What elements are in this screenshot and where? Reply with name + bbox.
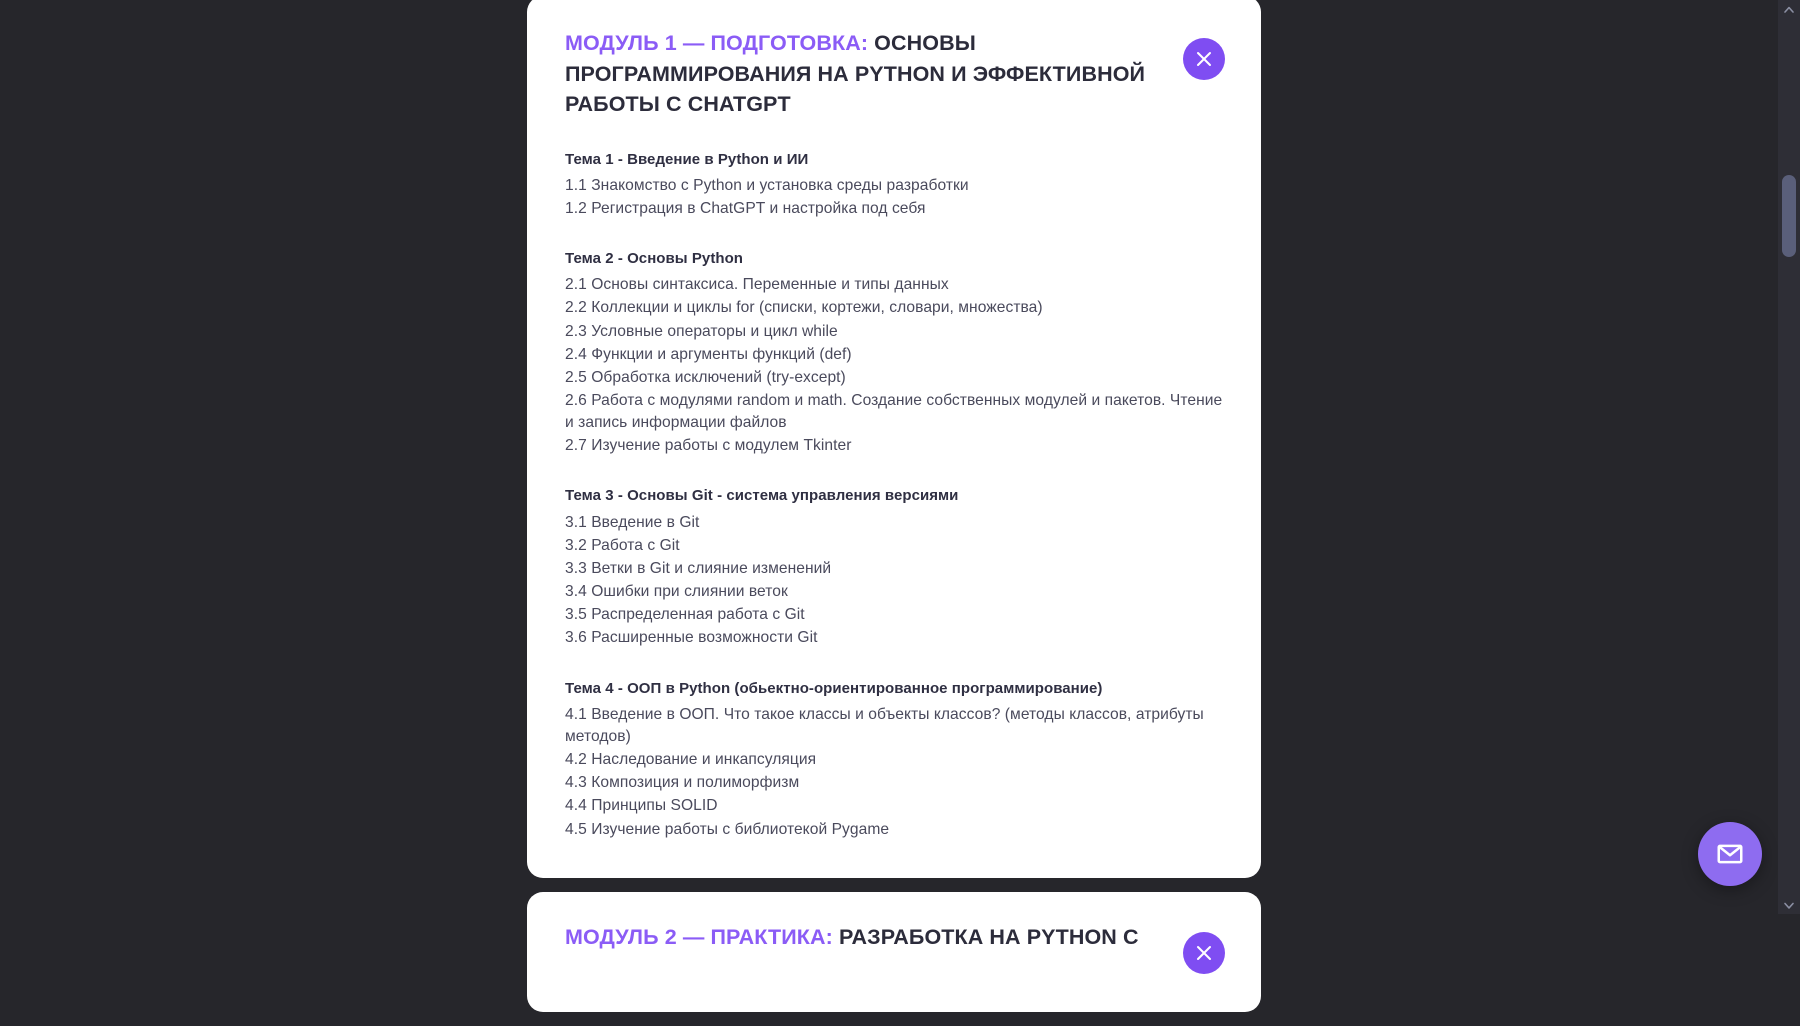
- chevron-up-icon: [1784, 6, 1794, 13]
- lesson-item: 3.5 Распределенная работа с Git: [565, 606, 805, 624]
- module-2-title-rest: РАЗРАБОТКА НА PYTHON С: [832, 924, 1139, 949]
- envelope-icon: [1715, 839, 1745, 869]
- chevron-down-icon: [1784, 902, 1794, 909]
- vertical-scrollbar[interactable]: [1778, 0, 1800, 914]
- lesson-item: 3.6 Расширенные возможности Git: [565, 629, 818, 647]
- lesson-item: 4.4 Принципы SOLID: [565, 797, 718, 815]
- lesson-item: 4.1 Введение в ООП. Что такое классы и объекты классов? (методы классов, атрибуты методов): [565, 705, 1204, 745]
- scrollbar-thumb[interactable]: [1782, 175, 1796, 257]
- topic-block: [565, 484, 1223, 649]
- lesson-item: 4.3 Композиция и полиморфизм: [565, 774, 800, 792]
- close-module-2-button[interactable]: [1183, 932, 1225, 974]
- lesson-item: 3.1 Введение в Git: [565, 513, 700, 531]
- modules-list: [527, 0, 1261, 1026]
- topic-heading: Тема 1 - Введение в Python и ИИ: [565, 150, 809, 168]
- lesson-item: 3.3 Ветки в Git и слияние изменений: [565, 559, 832, 577]
- lesson-item: 2.5 Обработка исключений (try-except): [565, 368, 846, 386]
- scroll-up-button[interactable]: [1778, 0, 1800, 18]
- module-1-title-accent: МОДУЛЬ 1 — ПОДГОТОВКА:: [565, 31, 869, 55]
- lesson-item: 2.1 Основы синтаксиса. Переменные и типы данных: [565, 276, 949, 294]
- topic-block: [565, 247, 1223, 457]
- module-card-2: [527, 892, 1261, 1012]
- topic-heading: Тема 2 - Основы Python: [565, 250, 744, 268]
- close-icon: [1194, 49, 1214, 69]
- topic-heading: Тема 3 - Основы Git - система управления версиями: [565, 487, 959, 505]
- module-2-title-accent: МОДУЛЬ 2 — ПРАКТИКА:: [565, 924, 833, 949]
- scroll-down-button[interactable]: [1778, 896, 1800, 914]
- close-icon: [1194, 943, 1214, 963]
- topic-block: [565, 148, 1223, 221]
- topic-block: [565, 677, 1223, 841]
- lesson-item: 2.4 Функции и аргументы функций (def): [565, 345, 852, 363]
- module-card-2-header: [565, 922, 1223, 974]
- lesson-item: 1.2 Регистрация в ChatGPT и настройка под себя: [565, 199, 926, 217]
- chat-support-button[interactable]: [1698, 822, 1762, 886]
- module-2-title: [565, 922, 1139, 953]
- lesson-item: 2.3 Условные операторы и цикл while: [565, 322, 838, 340]
- lesson-item: 4.2 Наследование и инкапсуляция: [565, 751, 817, 769]
- module-1-title: [565, 28, 1165, 120]
- module-1-title-rest: ОСНОВЫ ПРОГРАММИРОВАНИЯ НА PYTHON И ЭФФЕКТИВНОЙ РАБОТЫ С CHATGPT: [565, 31, 1146, 117]
- lesson-item: 2.7 Изучение работы с модулем Tkinter: [565, 437, 852, 455]
- lesson-item: 3.2 Работа с Git: [565, 536, 680, 554]
- close-module-1-button[interactable]: [1183, 38, 1225, 80]
- module-card-1-header: [565, 28, 1223, 120]
- lesson-item: 4.5 Изучение работы с библиотекой Pygame: [565, 820, 890, 838]
- module-1-topics: [565, 148, 1223, 841]
- lesson-item: 2.6 Работа с модулями random и math. Создание собственных модулей и пакетов. Чтение и запись информации файлов: [565, 392, 1223, 432]
- module-card-1: [527, 0, 1261, 878]
- lesson-item: 1.1 Знакомство с Python и установка среды разработки: [565, 176, 969, 194]
- topic-heading: Тема 4 - ООП в Python (обьектно-ориентированное программирование): [565, 679, 1103, 697]
- lesson-item: 3.4 Ошибки при слиянии веток: [565, 583, 788, 601]
- lesson-item: 2.2 Коллекции и циклы for (списки, кортежи, словари, множества): [565, 299, 1043, 317]
